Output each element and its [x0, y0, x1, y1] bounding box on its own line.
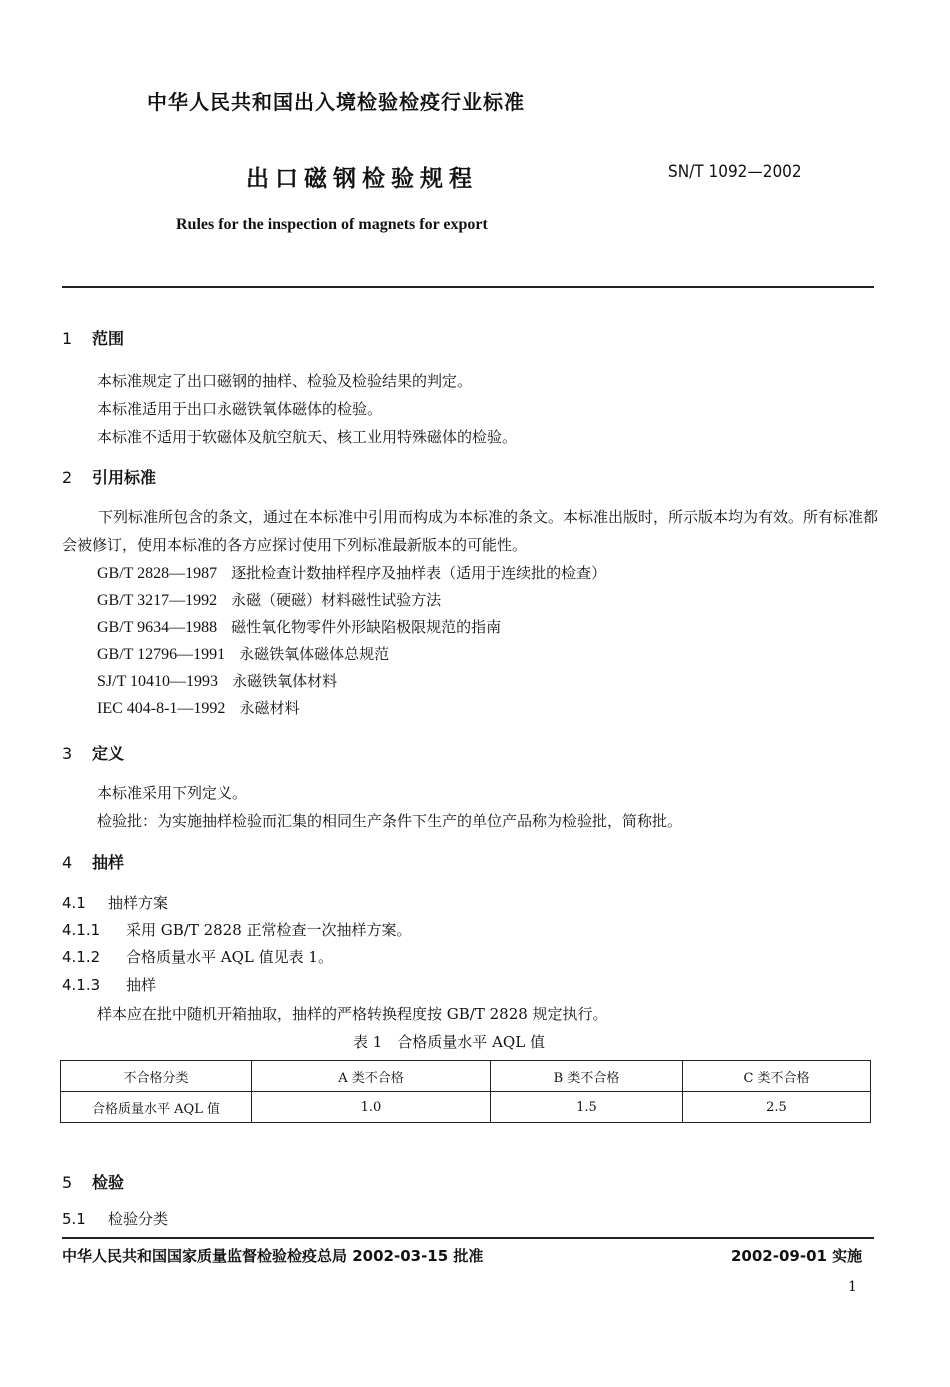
header-divider	[62, 286, 874, 288]
section-number: 4	[62, 853, 73, 872]
reference-title: 永磁铁氧体磁体总规范	[239, 645, 390, 663]
subsection-4-1-2	[62, 946, 333, 967]
standard-code: SN/T 1092—2002	[668, 162, 802, 182]
reference-code: GB/T 12796—1991	[97, 646, 226, 663]
table-caption: 表 1 合格质量水平 AQL 值	[353, 1033, 545, 1051]
section-number: 1	[62, 329, 73, 348]
paragraph: 下列标准所包含的条文，通过在本标准中引用而构成为本标准的条文。本标准出版时，所示版本均为有效。所有标准都会被修订，使用本标准的各方应探讨使用下列标准最新版本的可能性。	[62, 508, 879, 554]
reference-item	[97, 697, 299, 718]
paragraph: 本标准适用于出口永磁铁氧体磁体的检验。	[97, 400, 383, 418]
subsection-number: 5.1	[62, 1210, 86, 1228]
table-cell: 合格质量水平 AQL 值	[61, 1092, 252, 1123]
reference-code: SJ/T 10410—1993	[97, 673, 219, 690]
subsection-text: 抽样方案	[108, 894, 169, 912]
reference-title: 永磁（硬磁）材料磁性试验方法	[231, 591, 442, 609]
section-number: 2	[62, 468, 73, 487]
paragraph: 本标准规定了出口磁钢的抽样、检验及检验结果的判定。	[97, 372, 473, 390]
section-2-heading	[62, 465, 156, 488]
section-title: 定义	[92, 744, 125, 763]
section-3-heading	[62, 741, 124, 764]
reference-code: GB/T 3217—1992	[97, 592, 218, 609]
paragraph: 检验批：为实施抽样检验而汇集的相同生产条件下生产的单位产品称为检验批，简称批。	[97, 812, 683, 830]
table-header-row	[61, 1061, 871, 1092]
subsection-number: 4.1.1	[62, 921, 101, 939]
subsection-number: 4.1.3	[62, 976, 101, 994]
reference-item	[97, 643, 389, 664]
section-4-heading	[62, 850, 124, 873]
subsection-text: 合格质量水平 AQL 值见表 1。	[126, 948, 333, 966]
section-number: 5	[62, 1173, 73, 1192]
table-header-cell: B 类不合格	[491, 1061, 683, 1092]
paragraph: 本标准不适用于软磁体及航空航天、核工业用特殊磁体的检验。	[97, 428, 518, 446]
reference-item	[97, 616, 501, 637]
subsection-4-1-1	[62, 919, 412, 940]
document-title-en: Rules for the inspection of magnets for export	[176, 216, 488, 233]
subsection-number: 4.1.2	[62, 948, 101, 966]
section-1-heading	[62, 326, 124, 349]
table-header-cell: 不合格分类	[61, 1061, 252, 1092]
subsection-number: 4.1	[62, 894, 86, 912]
table-cell: 1.5	[491, 1092, 683, 1123]
subsection-text: 检验分类	[108, 1210, 169, 1228]
subsection-text: 抽样	[126, 976, 157, 994]
subsection-4-1	[62, 892, 168, 913]
table-cell: 1.0	[252, 1092, 491, 1123]
reference-code: GB/T 2828—1987	[97, 565, 218, 582]
reference-title: 磁性氧化物零件外形缺陷极限规范的指南	[231, 618, 502, 636]
table-cell: 2.5	[683, 1092, 871, 1123]
reference-item	[97, 589, 441, 610]
paragraph: 本标准采用下列定义。	[97, 784, 248, 802]
subsection-text: 采用 GB/T 2828 正常检查一次抽样方案。	[126, 921, 412, 939]
issuing-body-header: 中华人民共和国出入境检验检疫行业标准	[147, 90, 525, 114]
subsection-4-1-3	[62, 974, 156, 995]
reference-code: GB/T 9634—1988	[97, 619, 218, 636]
reference-item	[97, 562, 606, 583]
section-title: 抽样	[92, 853, 125, 872]
reference-item	[97, 670, 337, 691]
page-number: 1	[848, 1279, 857, 1295]
footer-divider	[62, 1237, 874, 1239]
table-header-cell: C 类不合格	[683, 1061, 871, 1092]
reference-title: 逐批检查计数抽样程序及抽样表（适用于连续批的检查）	[231, 564, 607, 582]
section-title: 引用标准	[92, 468, 157, 487]
reference-code: IEC 404-8-1—1992	[97, 700, 226, 717]
effective-date: 2002-09-01 实施	[731, 1247, 863, 1265]
table-row	[61, 1092, 871, 1123]
reference-title: 永磁铁氧体材料	[232, 672, 338, 690]
section-title: 检验	[92, 1173, 125, 1192]
table-header-cell: A 类不合格	[252, 1061, 491, 1092]
paragraph: 样本应在批中随机开箱抽取，抽样的严格转换程度按 GB/T 2828 规定执行。	[97, 1005, 608, 1023]
reference-title: 永磁材料	[239, 699, 300, 717]
section-5-heading	[62, 1170, 124, 1193]
aql-table	[60, 1060, 871, 1123]
section-number: 3	[62, 744, 73, 763]
subsection-5-1	[62, 1208, 168, 1229]
section-title: 范围	[92, 329, 125, 348]
approval-statement: 中华人民共和国国家质量监督检验检疫总局 2002-03-15 批准	[62, 1247, 484, 1265]
document-title-cn: 出口磁钢检验规程	[246, 166, 478, 192]
